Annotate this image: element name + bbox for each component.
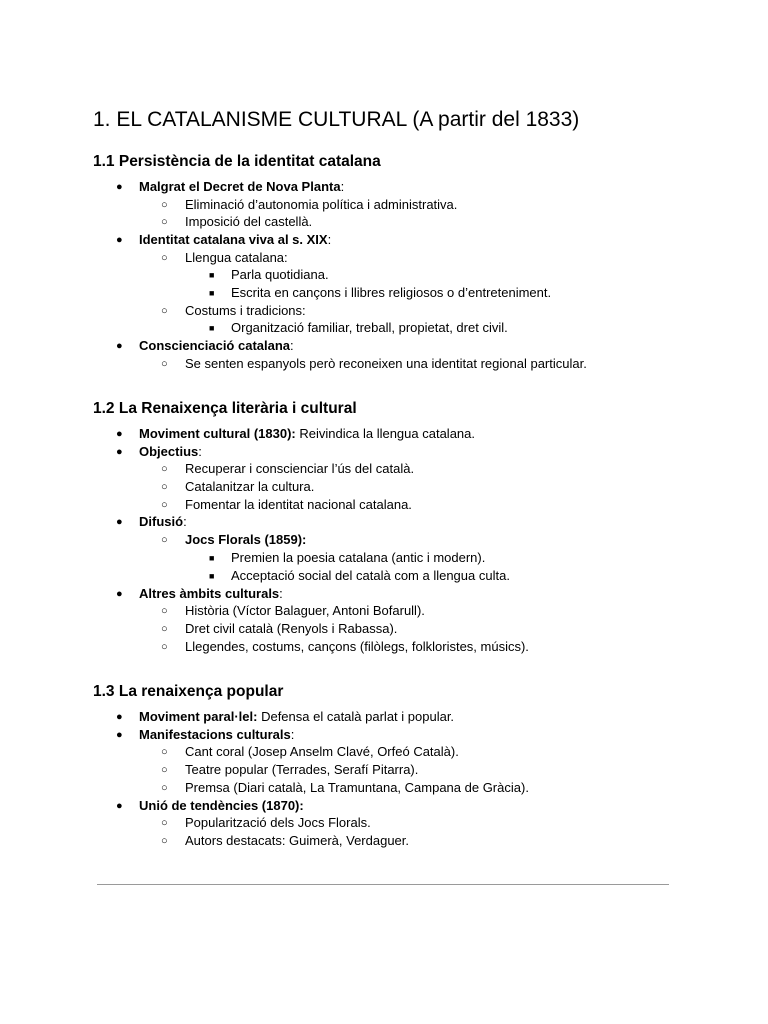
item-text: Parla quotidiana. <box>231 267 329 282</box>
list-item <box>161 531 307 549</box>
item-text: Costums i tradicions: <box>185 303 306 318</box>
list-item <box>161 460 415 478</box>
item-text: : <box>290 338 294 353</box>
list-item <box>116 797 304 815</box>
item-label: Unió de tendències (1870): <box>139 798 304 813</box>
item-text: Llengua catalana: <box>185 250 288 265</box>
item-text: : <box>279 586 283 601</box>
item-label: Moviment paral·lel: <box>139 709 258 724</box>
bullet-marker: ● <box>116 234 123 246</box>
item-label: Jocs Florals (1859): <box>185 532 307 547</box>
item-text: : <box>290 727 295 742</box>
circle-marker: ○ <box>161 605 168 617</box>
section-heading: 1.3 La renaixença popular <box>93 683 284 700</box>
item-label: Conscienciació catalana <box>139 338 291 353</box>
list-item <box>209 567 510 585</box>
item-text: Eliminació d’autonomia política i administrativa. <box>185 197 458 212</box>
item-text: : <box>327 232 332 247</box>
item-label: Manifestacions culturals <box>139 727 291 742</box>
list-item <box>209 549 486 567</box>
list-item <box>161 355 587 373</box>
item-text: Popularització dels Jocs Florals. <box>185 815 371 830</box>
list-item <box>116 425 475 443</box>
item-text: Llegendes, costums, cançons (filòlegs, folkloristes, músics). <box>185 639 529 654</box>
circle-marker: ○ <box>161 216 168 228</box>
item-text: : <box>198 444 202 459</box>
section-heading: 1.2 La Renaixença literària i cultural <box>93 400 357 417</box>
list-item <box>161 302 306 320</box>
item-text: : <box>183 514 187 529</box>
item-text: Dret civil català (Renyols i Rabassa). <box>185 621 398 636</box>
item-text: Se senten espanyols però reconeixen una identitat regional particular. <box>185 356 587 371</box>
list-item <box>116 708 455 726</box>
list-item <box>161 249 288 267</box>
list-item <box>209 284 552 302</box>
item-text: Catalanitzar la cultura. <box>185 479 315 494</box>
list-item <box>161 602 425 620</box>
bullet-marker: ● <box>116 800 123 812</box>
list-item <box>161 743 459 761</box>
list-item <box>161 620 398 638</box>
circle-marker: ○ <box>161 463 168 475</box>
item-label: Malgrat el Decret de Nova Planta <box>139 179 341 194</box>
circle-marker: ○ <box>161 817 168 829</box>
item-text: Premsa (Diari català, La Tramuntana, Campana de Gràcia). <box>185 780 529 795</box>
item-text: Teatre popular (Terrades, Serafí Pitarra). <box>185 762 419 777</box>
list-item <box>209 266 329 284</box>
list-item <box>161 832 410 850</box>
item-text: Escrita en cançons i llibres religiosos o d’entreteniment. <box>231 285 552 300</box>
item-text: : <box>340 179 345 194</box>
list-item <box>161 496 412 514</box>
item-text: Imposició del castellà. <box>185 214 313 229</box>
bullet-marker: ● <box>116 340 123 352</box>
list-item <box>161 779 529 797</box>
item-text: Organització familiar, treball, propietat, dret civil. <box>231 320 508 335</box>
item-label: Objectius <box>139 444 199 459</box>
list-item <box>161 478 315 496</box>
circle-marker: ○ <box>161 199 168 211</box>
item-label: Difusió <box>139 514 184 529</box>
list-item <box>116 337 294 355</box>
item-label: Identitat catalana viva al s. XIX <box>139 232 328 247</box>
horizontal-divider <box>97 884 669 885</box>
bullet-marker: ● <box>116 181 123 193</box>
square-marker: ■ <box>209 270 215 280</box>
bullet-marker: ● <box>116 588 123 600</box>
item-text: Premien la poesia catalana (antic i modern). <box>231 550 486 565</box>
list-item <box>209 319 508 337</box>
item-text: Cant coral (Josep Anselm Clavé, Orfeó Català). <box>185 744 459 759</box>
list-item <box>161 638 529 656</box>
item-text: Acceptació social del català com a llengua culta. <box>231 568 510 583</box>
list-item <box>116 726 295 744</box>
item-text: Reivindica la llengua catalana. <box>295 426 475 441</box>
list-item <box>116 513 187 531</box>
square-marker: ■ <box>209 571 215 581</box>
item-label: Moviment cultural (1830): <box>139 426 296 441</box>
list-item <box>116 178 345 196</box>
item-text: Història (Víctor Balaguer, Antoni Bofarull). <box>185 603 425 618</box>
square-marker: ■ <box>209 288 215 298</box>
list-item <box>116 585 283 603</box>
circle-marker: ○ <box>161 782 168 794</box>
circle-marker: ○ <box>161 764 168 776</box>
circle-marker: ○ <box>161 252 168 264</box>
circle-marker: ○ <box>161 835 168 847</box>
circle-marker: ○ <box>161 746 168 758</box>
list-item <box>116 443 202 461</box>
list-item <box>161 196 458 214</box>
item-text: Autors destacats: Guimerà, Verdaguer. <box>185 833 410 848</box>
square-marker: ■ <box>209 553 215 563</box>
circle-marker: ○ <box>161 534 168 546</box>
circle-marker: ○ <box>161 499 168 511</box>
circle-marker: ○ <box>161 623 168 635</box>
circle-marker: ○ <box>161 305 168 317</box>
item-text: Recuperar i conscienciar l’ús del català. <box>185 461 415 476</box>
item-label: Altres àmbits culturals <box>139 586 280 601</box>
bullet-marker: ● <box>116 729 123 741</box>
list-item <box>161 213 313 231</box>
section-heading: 1.1 Persistència de la identitat catalana <box>93 153 381 170</box>
bullet-marker: ● <box>116 711 123 723</box>
square-marker: ■ <box>209 323 215 333</box>
circle-marker: ○ <box>161 641 168 653</box>
bullet-marker: ● <box>116 516 123 528</box>
circle-marker: ○ <box>161 481 168 493</box>
bullet-marker: ● <box>116 446 123 458</box>
list-item <box>116 231 332 249</box>
list-item <box>161 761 419 779</box>
item-text: Defensa el català parlat i popular. <box>257 709 455 724</box>
list-item <box>161 814 371 832</box>
bullet-marker: ● <box>116 428 123 440</box>
item-text: Fomentar la identitat nacional catalana. <box>185 497 412 512</box>
circle-marker: ○ <box>161 358 168 370</box>
document-title: 1. EL CATALANISME CULTURAL (A partir del 1833) <box>93 108 580 131</box>
